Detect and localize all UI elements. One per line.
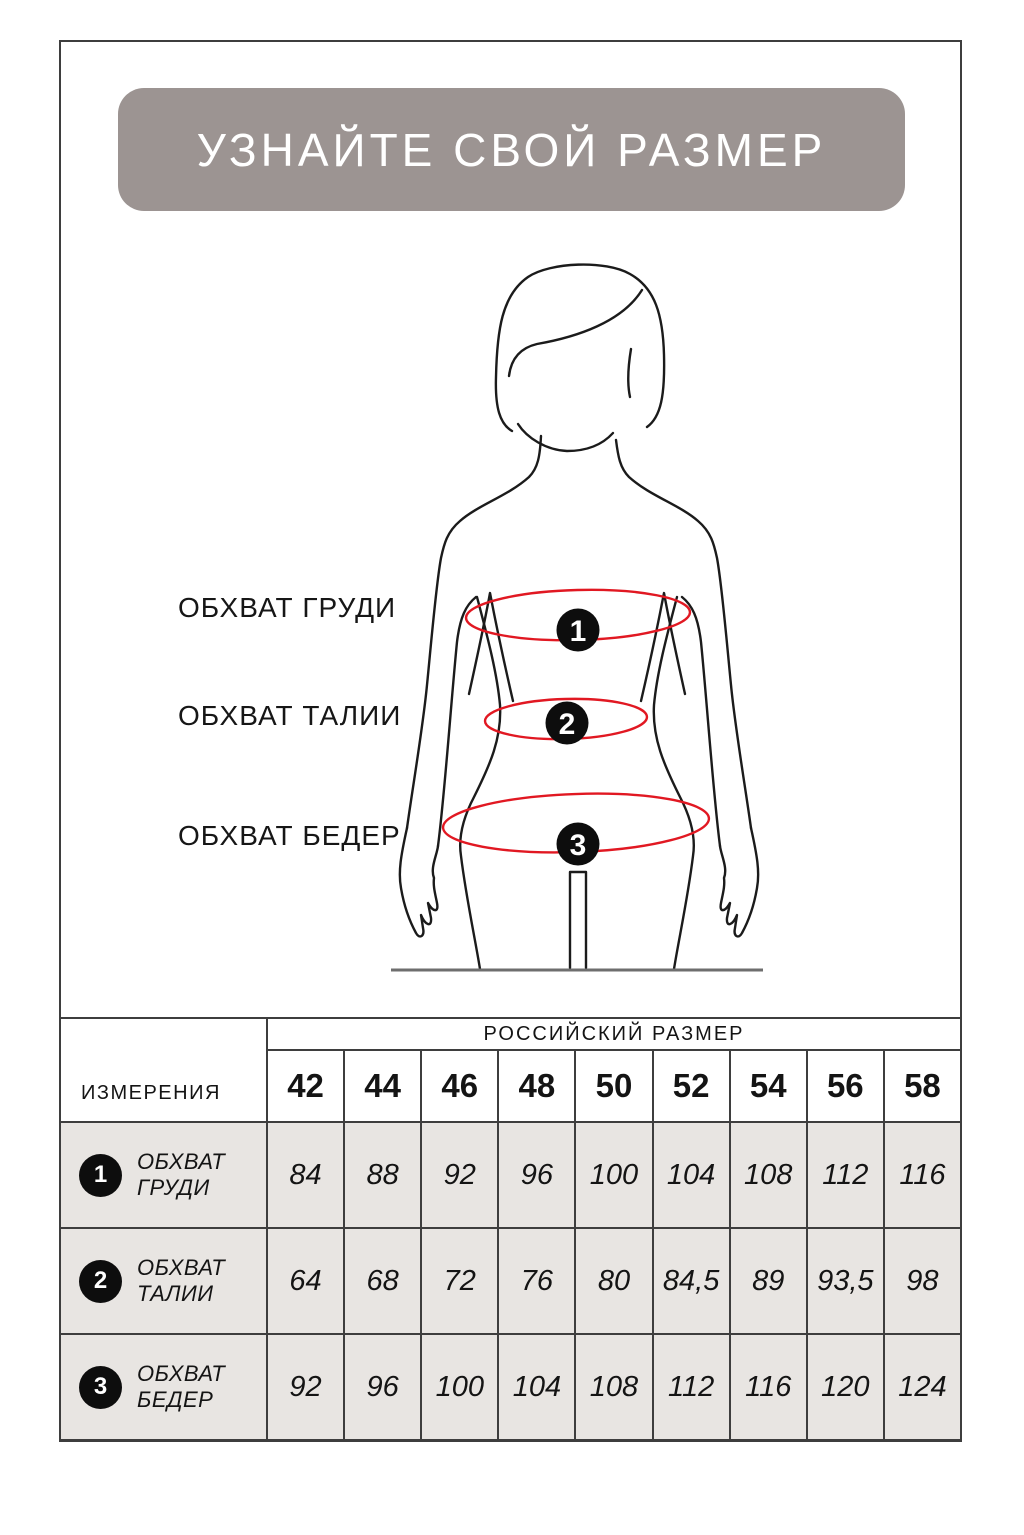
size-table [59, 1017, 962, 1441]
chest-value: 88 [344, 1122, 421, 1228]
russian-size-header: РОССИЙСКИЙ РАЗМЕР [267, 1018, 961, 1050]
waist-value: 98 [884, 1228, 961, 1334]
chest-value: 84 [267, 1122, 344, 1228]
hips-value: 96 [344, 1334, 421, 1440]
chest-value: 108 [730, 1122, 807, 1228]
size-col-58: 58 [884, 1050, 961, 1122]
waist-row-label-cell [60, 1228, 267, 1334]
size-col-46: 46 [421, 1050, 498, 1122]
hips-value: 100 [421, 1334, 498, 1440]
waist-value: 89 [730, 1228, 807, 1334]
page-title: УЗНАЙТЕ СВОЙ РАЗМЕР [196, 123, 827, 176]
chest-value: 100 [575, 1122, 652, 1228]
hips-row-badge: 3 [79, 1366, 122, 1409]
chest-value: 112 [807, 1122, 884, 1228]
badge-3-number: 3 [569, 829, 587, 862]
badge-2-number: 2 [558, 708, 576, 741]
size-col-48: 48 [498, 1050, 575, 1122]
hips-value: 120 [807, 1334, 884, 1440]
waist-value: 80 [575, 1228, 652, 1334]
waist-value: 93,5 [807, 1228, 884, 1334]
chest-value: 116 [884, 1122, 961, 1228]
hips-row-label: ОБХВАТ БЕДЕР [137, 1360, 226, 1412]
chest-row-label-cell [60, 1122, 267, 1228]
chest-row [60, 1122, 961, 1228]
waist-value: 76 [498, 1228, 575, 1334]
hips-value: 104 [498, 1334, 575, 1440]
hips-value: 124 [884, 1334, 961, 1440]
chest-value: 104 [653, 1122, 730, 1228]
group-header-row [60, 1018, 961, 1050]
size-col-44: 44 [344, 1050, 421, 1122]
hips-value: 116 [730, 1334, 807, 1440]
chest-value: 96 [498, 1122, 575, 1228]
waist-measure-label: ОБХВАТ ТАЛИИ [178, 700, 402, 731]
waist-value: 64 [267, 1228, 344, 1334]
hips-value: 92 [267, 1334, 344, 1440]
chest-measure-label: ОБХВАТ ГРУДИ [178, 592, 397, 623]
waist-row-label: ОБХВАТ ТАЛИИ [137, 1254, 226, 1306]
chest-value: 92 [421, 1122, 498, 1228]
hips-row-label-cell [60, 1334, 267, 1440]
measurements-corner-cell: ИЗМЕРЕНИЯ [60, 1018, 267, 1122]
waist-value: 72 [421, 1228, 498, 1334]
hips-row [60, 1334, 961, 1440]
body-figure-illustration [330, 250, 850, 980]
title-banner [118, 88, 905, 211]
waist-value: 84,5 [653, 1228, 730, 1334]
size-col-42: 42 [267, 1050, 344, 1122]
size-col-50: 50 [575, 1050, 652, 1122]
size-col-54: 54 [730, 1050, 807, 1122]
chest-row-label: ОБХВАТ ГРУДИ [137, 1148, 226, 1200]
hips-value: 112 [653, 1334, 730, 1440]
waist-row [60, 1228, 961, 1334]
size-col-56: 56 [807, 1050, 884, 1122]
size-col-52: 52 [653, 1050, 730, 1122]
waist-row-badge: 2 [79, 1260, 122, 1303]
chest-row-badge: 1 [79, 1154, 122, 1197]
waist-value: 68 [344, 1228, 421, 1334]
hips-value: 108 [575, 1334, 652, 1440]
badge-1-number: 1 [569, 615, 587, 648]
hips-measure-label: ОБХВАТ БЕДЕР [178, 820, 401, 851]
